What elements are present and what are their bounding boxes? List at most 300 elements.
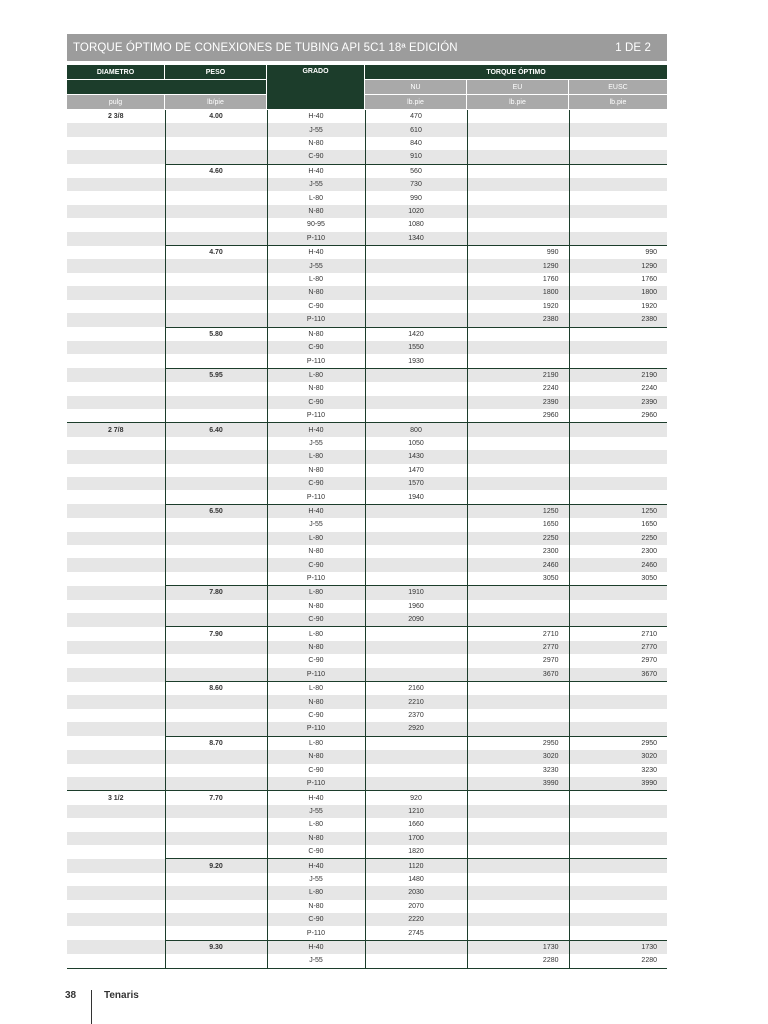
cell-peso: 5.95 [165, 368, 267, 382]
cell-eu: 2770 [467, 641, 569, 654]
cell-eu: 2240 [467, 382, 569, 395]
table-row [67, 722, 667, 736]
cell-grado: P-110 [267, 926, 365, 940]
cell-nu: 1340 [365, 232, 467, 246]
table-row [67, 572, 667, 586]
cell-grado: L-80 [267, 273, 365, 286]
cell-eusc: 3230 [569, 764, 667, 777]
cell-peso [165, 396, 267, 409]
cell-diam [67, 545, 165, 558]
cell-eusc [569, 586, 667, 600]
cell-peso [165, 900, 267, 913]
cell-eusc [569, 327, 667, 341]
cell-diam [67, 736, 165, 750]
cell-diam [67, 137, 165, 150]
cell-diam [67, 246, 165, 260]
cell-grado: C-90 [267, 300, 365, 313]
cell-peso [165, 926, 267, 940]
cell-peso [165, 450, 267, 463]
cell-diam: 2 7/8 [67, 423, 165, 437]
cell-eu [467, 464, 569, 477]
cell-grado: H-40 [267, 246, 365, 260]
cell-eusc: 2240 [569, 382, 667, 395]
cell-grado: J-55 [267, 259, 365, 272]
cell-nu [365, 558, 467, 571]
cell-nu: 2160 [365, 682, 467, 696]
cell-eusc: 2710 [569, 627, 667, 641]
cell-diam [67, 409, 165, 423]
cell-eusc: 1730 [569, 940, 667, 954]
cell-eu [467, 859, 569, 873]
cell-diam [67, 558, 165, 571]
cell-nu [365, 954, 467, 968]
cell-eusc: 1920 [569, 300, 667, 313]
cell-eusc: 3670 [569, 668, 667, 682]
cell-grado: H-40 [267, 164, 365, 178]
cell-nu: 1080 [365, 218, 467, 231]
cell-eu [467, 354, 569, 368]
cell-eu [467, 110, 569, 123]
cell-peso: 9.20 [165, 859, 267, 873]
cell-eusc: 1800 [569, 286, 667, 299]
cell-grado: C-90 [267, 764, 365, 777]
cell-eu: 2300 [467, 545, 569, 558]
cell-diam [67, 709, 165, 722]
cell-diam [67, 450, 165, 463]
unit-eusc: lb.pie [569, 95, 667, 109]
cell-eu: 1800 [467, 286, 569, 299]
cell-eusc [569, 437, 667, 450]
cell-eusc: 2300 [569, 545, 667, 558]
cell-eu [467, 682, 569, 696]
cell-nu: 1430 [365, 450, 467, 463]
cell-nu: 1940 [365, 490, 467, 504]
cell-eusc [569, 600, 667, 613]
cell-diam [67, 886, 165, 899]
cell-peso [165, 409, 267, 423]
cell-grado: N-80 [267, 464, 365, 477]
cell-nu: 730 [365, 178, 467, 191]
cell-peso [165, 259, 267, 272]
table-row [67, 327, 667, 341]
cell-eu [467, 437, 569, 450]
cell-nu: 560 [365, 164, 467, 178]
table-row [67, 450, 667, 463]
cell-eusc: 2390 [569, 396, 667, 409]
table-row [67, 409, 667, 423]
cell-peso [165, 886, 267, 899]
table-row [67, 259, 667, 272]
cell-grado: C-90 [267, 341, 365, 354]
cell-eusc [569, 845, 667, 859]
cell-eu [467, 926, 569, 940]
cell-diam [67, 327, 165, 341]
cell-grado: N-80 [267, 327, 365, 341]
cell-nu [365, 259, 467, 272]
cell-eusc: 2380 [569, 313, 667, 327]
cell-grado: N-80 [267, 382, 365, 395]
cell-nu: 990 [365, 191, 467, 204]
cell-eu: 1760 [467, 273, 569, 286]
cell-diam [67, 900, 165, 913]
cell-grado: H-40 [267, 940, 365, 954]
cell-eu: 2710 [467, 627, 569, 641]
cell-eu [467, 791, 569, 805]
cell-diam [67, 341, 165, 354]
table-row [67, 791, 667, 805]
table-row [67, 518, 667, 531]
cell-diam [67, 818, 165, 831]
cell-eusc [569, 450, 667, 463]
cell-grado: J-55 [267, 123, 365, 136]
cell-nu: 1420 [365, 327, 467, 341]
cell-eu: 1250 [467, 504, 569, 518]
cell-nu: 1930 [365, 354, 467, 368]
cell-peso [165, 641, 267, 654]
cell-eusc [569, 110, 667, 123]
cell-eu [467, 913, 569, 926]
cell-nu [365, 273, 467, 286]
table-row [67, 764, 667, 777]
cell-grado: L-80 [267, 627, 365, 641]
cell-eusc [569, 191, 667, 204]
cell-eu [467, 178, 569, 191]
cell-eusc [569, 123, 667, 136]
cell-grado: J-55 [267, 805, 365, 818]
cell-diam [67, 750, 165, 763]
cell-nu: 2090 [365, 613, 467, 627]
cell-peso [165, 150, 267, 164]
table-row [67, 654, 667, 667]
cell-peso [165, 709, 267, 722]
cell-grado: N-80 [267, 695, 365, 708]
cell-diam [67, 300, 165, 313]
cell-eu: 1290 [467, 259, 569, 272]
cell-diam [67, 668, 165, 682]
cell-peso [165, 750, 267, 763]
cell-diam [67, 913, 165, 926]
table-row [67, 954, 667, 968]
cell-eu [467, 123, 569, 136]
cell-diam [67, 232, 165, 246]
cell-grado: L-80 [267, 368, 365, 382]
cell-eusc [569, 477, 667, 490]
cell-eusc [569, 150, 667, 164]
cell-eusc [569, 341, 667, 354]
cell-eusc: 1250 [569, 504, 667, 518]
cell-grado: P-110 [267, 232, 365, 246]
cell-grado: C-90 [267, 150, 365, 164]
cell-eusc: 2280 [569, 954, 667, 968]
cell-nu: 910 [365, 150, 467, 164]
unit-eu: lb.pie [467, 95, 568, 109]
cell-grado: N-80 [267, 286, 365, 299]
cell-peso [165, 232, 267, 246]
cell-eu [467, 150, 569, 164]
cell-eusc [569, 164, 667, 178]
cell-eu [467, 218, 569, 231]
cell-diam [67, 572, 165, 586]
table-row [67, 246, 667, 260]
cell-eusc [569, 232, 667, 246]
table-row [67, 313, 667, 327]
cell-peso: 4.60 [165, 164, 267, 178]
cell-eusc: 2770 [569, 641, 667, 654]
cell-peso [165, 777, 267, 791]
cell-peso [165, 954, 267, 968]
cell-grado: C-90 [267, 396, 365, 409]
table-row [67, 613, 667, 627]
cell-eu [467, 450, 569, 463]
cell-diam [67, 695, 165, 708]
cell-diam [67, 805, 165, 818]
table-row [67, 150, 667, 164]
table-row [67, 477, 667, 490]
cell-eusc [569, 859, 667, 873]
cell-eu: 2280 [467, 954, 569, 968]
header-spacer [67, 80, 266, 94]
cell-nu: 1210 [365, 805, 467, 818]
cell-grado: P-110 [267, 409, 365, 423]
cell-diam [67, 313, 165, 327]
cell-peso: 7.80 [165, 586, 267, 600]
cell-grado: L-80 [267, 450, 365, 463]
cell-nu [365, 764, 467, 777]
cell-eusc [569, 900, 667, 913]
cell-diam [67, 396, 165, 409]
cell-nu [365, 940, 467, 954]
table-row [67, 736, 667, 750]
cell-grado: P-110 [267, 777, 365, 791]
cell-grado: N-80 [267, 545, 365, 558]
cell-diam [67, 518, 165, 531]
table-title: TORQUE ÓPTIMO DE CONEXIONES DE TUBING API 5C1 18ª EDICIÓN [73, 41, 458, 54]
cell-grado: P-110 [267, 313, 365, 327]
cell-peso: 7.70 [165, 791, 267, 805]
cell-diam [67, 832, 165, 845]
cell-nu: 2745 [365, 926, 467, 940]
cell-eu [467, 164, 569, 178]
table-row [67, 641, 667, 654]
cell-eusc: 2250 [569, 532, 667, 545]
header-grado: GRADO [267, 65, 364, 109]
cell-nu: 1570 [365, 477, 467, 490]
cell-eu: 1650 [467, 518, 569, 531]
brand-name: Tenaris [104, 990, 139, 1001]
cell-nu [365, 572, 467, 586]
cell-peso [165, 354, 267, 368]
cell-diam [67, 600, 165, 613]
torque-table-body [67, 110, 667, 968]
cell-diam [67, 682, 165, 696]
cell-nu [365, 382, 467, 395]
cell-eu: 2390 [467, 396, 569, 409]
table-row [67, 845, 667, 859]
table-row [67, 695, 667, 708]
table-row [67, 750, 667, 763]
cell-nu: 1020 [365, 205, 467, 218]
table-row [67, 490, 667, 504]
table-row [67, 504, 667, 518]
cell-nu [365, 750, 467, 763]
cell-eu: 3990 [467, 777, 569, 791]
cell-eu [467, 695, 569, 708]
table-row [67, 382, 667, 395]
cell-eusc: 1760 [569, 273, 667, 286]
cell-nu: 920 [365, 791, 467, 805]
unit-peso: lb/pie [165, 95, 266, 109]
cell-grado: P-110 [267, 722, 365, 736]
table-row [67, 627, 667, 641]
cell-eu [467, 722, 569, 736]
cell-nu [365, 627, 467, 641]
cell-diam [67, 205, 165, 218]
cell-eusc [569, 682, 667, 696]
cell-diam: 2 3/8 [67, 110, 165, 123]
cell-grado: C-90 [267, 845, 365, 859]
cell-grado: N-80 [267, 600, 365, 613]
cell-eusc: 3020 [569, 750, 667, 763]
table-row [67, 873, 667, 886]
cell-nu: 1960 [365, 600, 467, 613]
table-row [67, 232, 667, 246]
cell-grado: H-40 [267, 791, 365, 805]
table-row [67, 709, 667, 722]
cell-grado: J-55 [267, 954, 365, 968]
cell-eu: 3050 [467, 572, 569, 586]
table-row [67, 137, 667, 150]
header-diametro: DIAMETRO [67, 65, 164, 79]
cell-diam [67, 286, 165, 299]
table-row [67, 913, 667, 926]
cell-peso [165, 437, 267, 450]
cell-peso [165, 123, 267, 136]
cell-grado: N-80 [267, 750, 365, 763]
cell-eu [467, 586, 569, 600]
cell-eusc: 3050 [569, 572, 667, 586]
cell-eu [467, 341, 569, 354]
cell-nu [365, 368, 467, 382]
cell-grado: H-40 [267, 423, 365, 437]
cell-eusc [569, 205, 667, 218]
cell-eusc: 2970 [569, 654, 667, 667]
cell-grado: L-80 [267, 191, 365, 204]
cell-eusc [569, 913, 667, 926]
table-row [67, 818, 667, 831]
cell-diam [67, 437, 165, 450]
cell-nu: 1050 [365, 437, 467, 450]
cell-nu: 2210 [365, 695, 467, 708]
cell-diam [67, 191, 165, 204]
cell-eusc [569, 218, 667, 231]
cell-nu [365, 736, 467, 750]
cell-eu [467, 137, 569, 150]
cell-grado: H-40 [267, 504, 365, 518]
cell-eusc [569, 354, 667, 368]
cell-peso [165, 464, 267, 477]
cell-grado: C-90 [267, 558, 365, 571]
cell-peso [165, 341, 267, 354]
cell-grado: P-110 [267, 490, 365, 504]
cell-eu [467, 423, 569, 437]
cell-grado: L-80 [267, 736, 365, 750]
cell-diam [67, 722, 165, 736]
cell-diam [67, 613, 165, 627]
table-row [67, 558, 667, 571]
cell-grado: N-80 [267, 900, 365, 913]
cell-peso: 8.60 [165, 682, 267, 696]
footer-divider [91, 990, 92, 1024]
cell-eu: 2950 [467, 736, 569, 750]
cell-eu [467, 613, 569, 627]
table-row [67, 532, 667, 545]
cell-diam [67, 354, 165, 368]
cell-peso [165, 137, 267, 150]
table-row [67, 273, 667, 286]
table-row [67, 164, 667, 178]
cell-peso [165, 722, 267, 736]
cell-nu: 2030 [365, 886, 467, 899]
cell-eusc: 3990 [569, 777, 667, 791]
cell-nu: 1910 [365, 586, 467, 600]
cell-peso [165, 668, 267, 682]
cell-peso: 9.30 [165, 940, 267, 954]
cell-eusc [569, 613, 667, 627]
cell-grado: L-80 [267, 886, 365, 899]
cell-eu: 2970 [467, 654, 569, 667]
cell-eusc [569, 832, 667, 845]
cell-eu [467, 873, 569, 886]
cell-peso [165, 273, 267, 286]
table-row [67, 423, 667, 437]
cell-grado: C-90 [267, 613, 365, 627]
table-row [67, 926, 667, 940]
cell-eusc [569, 464, 667, 477]
cell-peso [165, 818, 267, 831]
cell-eu [467, 205, 569, 218]
cell-eu: 2960 [467, 409, 569, 423]
cell-grado: H-40 [267, 110, 365, 123]
table-row [67, 600, 667, 613]
cell-eu [467, 191, 569, 204]
cell-grado: J-55 [267, 178, 365, 191]
cell-nu [365, 545, 467, 558]
table-row [67, 286, 667, 299]
table-row [67, 396, 667, 409]
cell-diam [67, 764, 165, 777]
cell-nu [365, 286, 467, 299]
cell-eu [467, 477, 569, 490]
cell-eu [467, 805, 569, 818]
cell-grado: C-90 [267, 709, 365, 722]
unit-diametro: pulg [67, 95, 164, 109]
cell-peso: 4.70 [165, 246, 267, 260]
cell-eusc [569, 490, 667, 504]
cell-peso [165, 764, 267, 777]
cell-eusc: 990 [569, 246, 667, 260]
cell-peso [165, 805, 267, 818]
cell-nu: 2370 [365, 709, 467, 722]
cell-peso [165, 873, 267, 886]
cell-nu [365, 246, 467, 260]
cell-nu [365, 532, 467, 545]
cell-grado: P-110 [267, 354, 365, 368]
cell-eu [467, 900, 569, 913]
cell-eu: 2380 [467, 313, 569, 327]
cell-eu: 3670 [467, 668, 569, 682]
table-row [67, 900, 667, 913]
cell-grado: L-80 [267, 682, 365, 696]
